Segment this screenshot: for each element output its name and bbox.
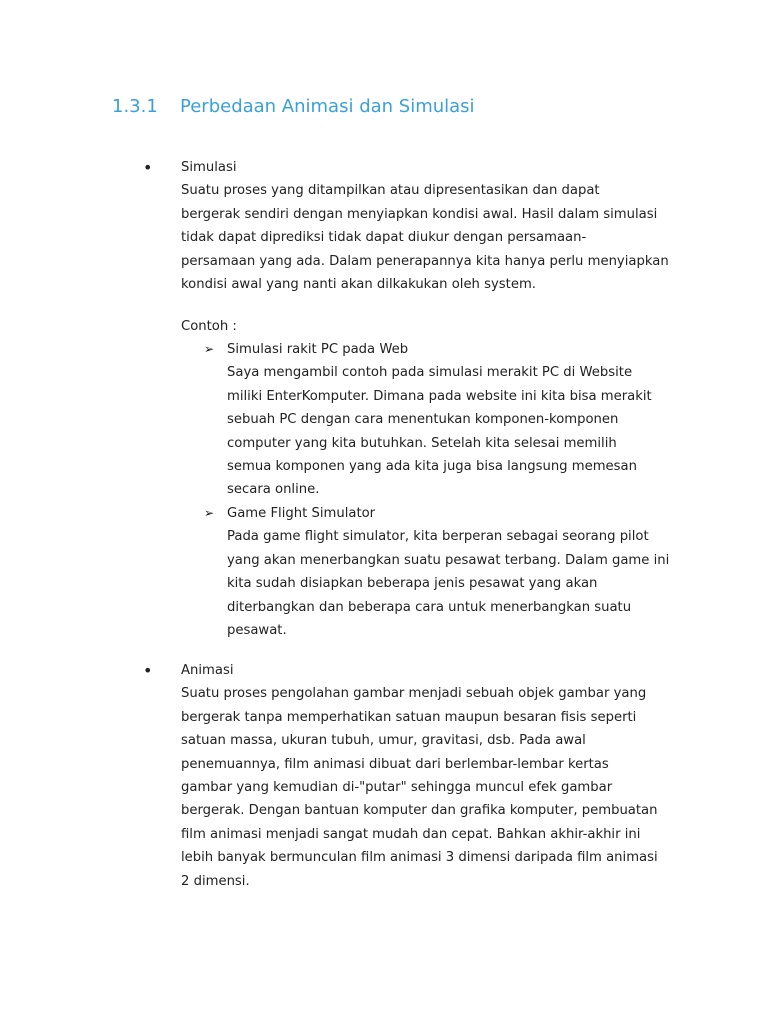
- example-rakit-pc: [227, 338, 687, 502]
- paragraph-line: kondisi awal yang nanti akan dilkakukan oleh system.: [181, 277, 536, 293]
- paragraph-line: film animasi menjadi sangat mudah dan cepat. Bahkan akhir-akhir ini: [181, 826, 641, 842]
- term-simulasi: Simulasi: [181, 160, 237, 175]
- example-line: diterbangkan dan beberapa cara untuk menerbangkan suatu: [227, 599, 632, 615]
- paragraph-line: bergerak tanpa memperhatikan satuan maupun besaran fisis seperti: [181, 709, 637, 725]
- paragraph-line: Suatu proses pengolahan gambar menjadi sebuah objek gambar yang: [181, 686, 647, 702]
- animasi-block: [181, 659, 681, 893]
- example-line: semua komponen yang ada kita juga bisa langsung memesan: [227, 459, 637, 475]
- example-line: secara online.: [227, 482, 320, 498]
- paragraph-line: bergerak sendiri dengan menyiapkan kondisi awal. Hasil dalam simulasi: [181, 206, 658, 222]
- paragraph-line: tidak dapat diprediksi tidak dapat diukur dengan persamaan-: [181, 230, 587, 246]
- example-line: Pada game flight simulator, kita berperan sebagai seorang pilot: [227, 529, 649, 545]
- example-title: Game Flight Simulator: [227, 506, 376, 521]
- paragraph-line: satuan massa, ukuran tubuh, umur, gravitasi, dsb. Pada awal: [181, 733, 586, 749]
- contoh-label: Contoh :: [181, 319, 237, 334]
- paragraph-line: bergerak. Dengan bantuan komputer dan grafika komputer, pembuatan: [181, 803, 658, 819]
- example-line: Saya mengambil contoh pada simulasi merakit PC di Website: [227, 365, 633, 381]
- simulasi-block: [181, 156, 681, 296]
- example-line: pesawat.: [227, 623, 287, 639]
- example-line: sebuah PC dengan cara menentukan komponen-komponen: [227, 412, 619, 428]
- section-number: 1.3.1: [112, 96, 158, 117]
- paragraph-line: 2 dimensi.: [181, 873, 250, 889]
- section-title: Perbedaan Animasi dan Simulasi: [180, 96, 475, 117]
- example-line: kita sudah disiapkan beberapa jenis pesawat yang akan: [227, 576, 598, 592]
- example-title: Simulasi rakit PC pada Web: [227, 342, 409, 357]
- term-animasi: Animasi: [181, 663, 234, 678]
- example-line: yang akan menerbangkan suatu pesawat terbang. Dalam game ini: [227, 552, 670, 568]
- example-line: computer yang kita butuhkan. Setelah kita selesai memilih: [227, 435, 617, 451]
- paragraph-line: persamaan yang ada. Dalam penerapannya kita hanya perlu menyiapkan: [181, 253, 669, 269]
- arrow-bullet-icon: ➢: [204, 506, 215, 520]
- example-line: miliki EnterKomputer. Dimana pada website ini kita bisa merakit: [227, 388, 652, 404]
- paragraph-line: gambar yang kemudian di-"putar" sehingga muncul efek gambar: [181, 780, 613, 796]
- paragraph-line: lebih banyak bermunculan film animasi 3 dimensi daripada film animasi: [181, 850, 658, 866]
- paragraph-line: Suatu proses yang ditampilkan atau dipresentasikan dan dapat: [181, 183, 600, 199]
- bullet-icon: •: [143, 158, 153, 177]
- paragraph-line: penemuannya, film animasi dibuat dari berlembar-lembar kertas: [181, 756, 609, 772]
- bullet-icon: •: [143, 661, 153, 680]
- example-flight-simulator: [227, 502, 687, 642]
- arrow-bullet-icon: ➢: [204, 342, 215, 356]
